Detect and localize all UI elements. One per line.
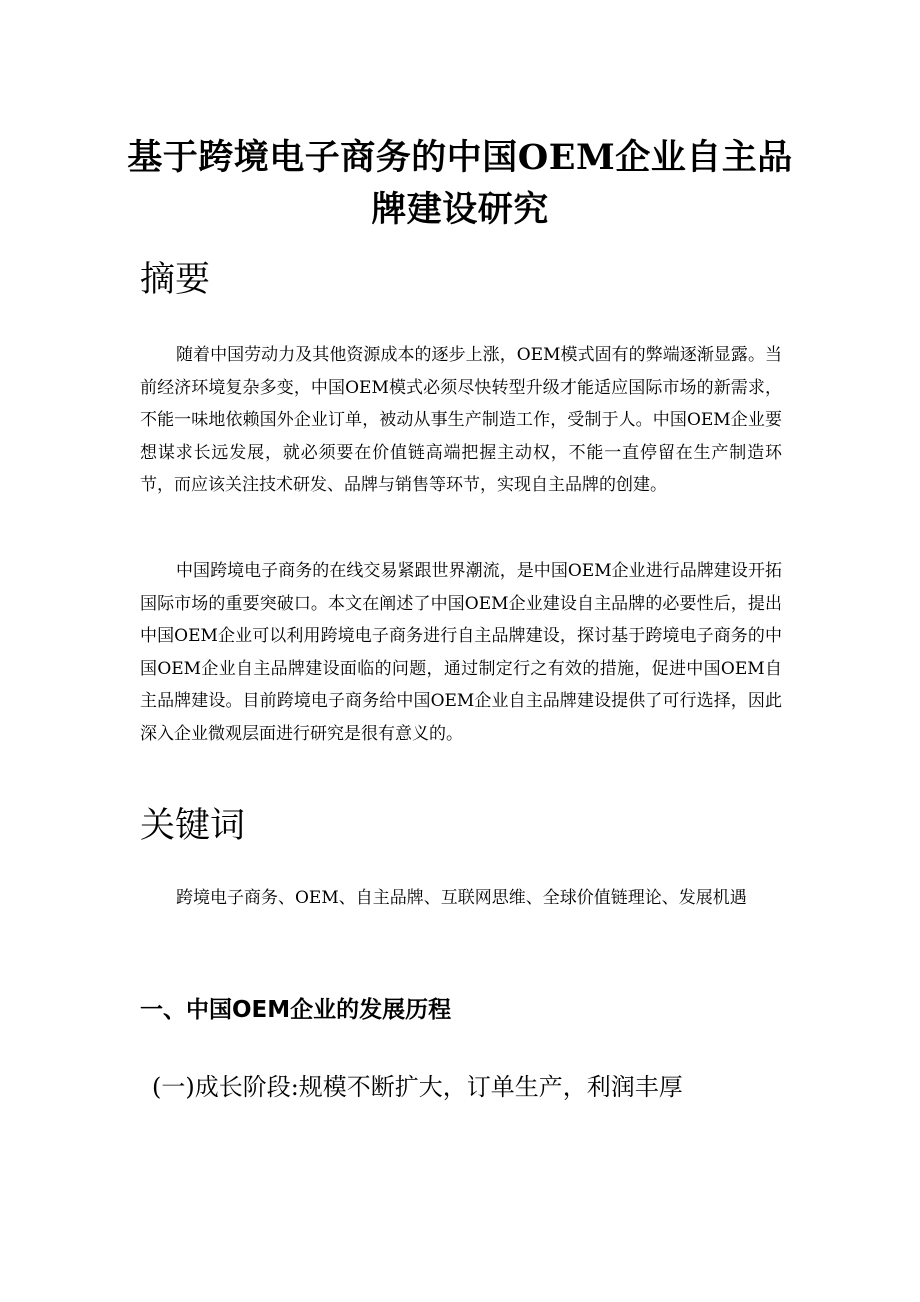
chapter-1-subheading: (一)成长阶段:规模不断扩大，订单生产，利润丰厚 [152, 1073, 683, 1101]
abstract-paragraph-2: 中国跨境电子商务的在线交易紧跟世界潮流，是中国OEM企业进行品牌建设开拓国际市场的重要突破口。本文在阐述了中国OEM企业建设自主品牌的必要性后，提出中国OEM企业可以利用跨境电子商务进行自主品牌建设，探讨基于跨境电子商务的中国OEM企业自主品牌建设面临的问题，通过制定行之有效的措施，促进中国OEM自主品牌建设。目前跨境电子商务给中国OEM企业自主品牌建设提供了可行选择，因此深入企业微观层面进行研究是很有意义的。 [140, 561, 782, 744]
chapter-1-heading: 一、中国OEM企业的发展历程 [140, 997, 452, 1023]
abstract-heading: 摘要 [140, 260, 211, 300]
abstract-paragraph-1: 随着中国劳动力及其他资源成本的逐步上涨，OEM模式固有的弊端逐渐显露。当前经济环境复杂多变，中国OEM模式必须尽快转型升级才能适应国际市场的新需求，不能一味地依赖国外企业订单，被动从事生产制造工作，受制于人。中国OEM企业要想谋求长远发展，就必须要在价值链高端把握主动权，不能一直停留在生产制造环节，而应该关注技术研发、品牌与销售等环节，实现自主品牌的创建。 [140, 345, 782, 495]
keywords-heading: 关键词 [140, 806, 246, 846]
keywords-text: 跨境电子商务、OEM、自主品牌、互联网思维、全球价值链理论、发展机遇 [176, 888, 747, 908]
document-title: 基于跨境电子商务的中国OEM企业自主品牌建设研究 [127, 137, 793, 230]
